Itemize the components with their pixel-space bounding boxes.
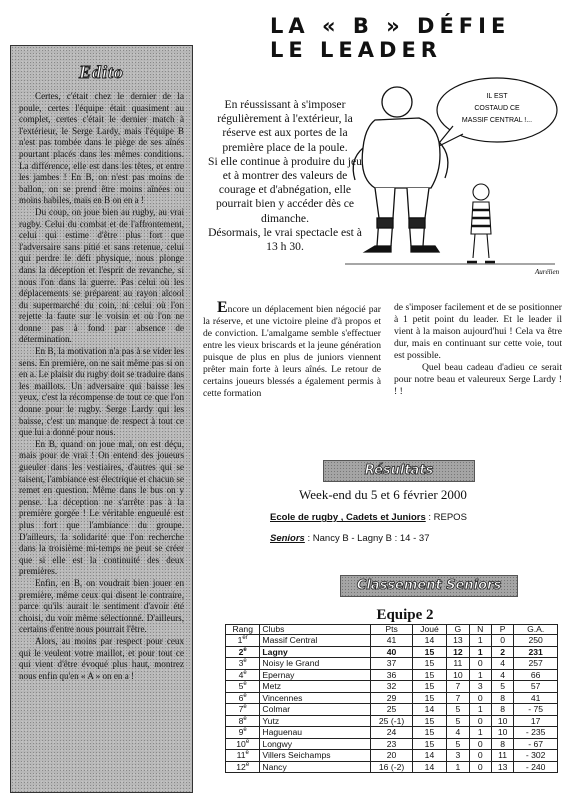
- cell-lost: 8: [491, 738, 513, 750]
- cell-pts: 23: [371, 738, 413, 750]
- cell-played: 14: [412, 761, 446, 773]
- col-header: Pts: [371, 625, 413, 635]
- col-header: N: [469, 625, 491, 635]
- cell-played: 14: [412, 704, 446, 716]
- cell-goal-average: 250: [514, 635, 558, 647]
- big-player-figure: [353, 87, 448, 252]
- cell-rank: 2e: [226, 646, 260, 658]
- cell-lost: 13: [491, 761, 513, 773]
- cell-pts: 37: [371, 658, 413, 670]
- cell-won: 7: [447, 681, 469, 693]
- article-column-2: [394, 302, 562, 398]
- cell-won: 5: [447, 704, 469, 716]
- cell-drawn: 1: [469, 646, 491, 658]
- cell-rank: 11e: [226, 750, 260, 762]
- cell-lost: 4: [491, 669, 513, 681]
- cell-drawn: 1: [469, 669, 491, 681]
- table-row: [226, 750, 558, 762]
- edito-paragraph: Certes, c'était chez le dernier de la poule, certes l'équipe était quasiment au complet, certes c'était le dernier match à l'extérieur, le Serge Lardy, mais l'équipe B n'est pas tombée dans le piège de ses aînés pourtant placés dans les mêmes conditions. La différence, elle est dans les têtes, et entre les jambes ! En B, on n'est pas moins de ballon, on se prend être moins aînées ou moins habiles, mais en B on en a !: [19, 91, 184, 206]
- cell-lost: 0: [491, 635, 513, 647]
- cell-rank: 4e: [226, 669, 260, 681]
- cell-pts: 36: [371, 669, 413, 681]
- cell-goal-average: - 75: [514, 704, 558, 716]
- cell-played: 15: [412, 738, 446, 750]
- cell-club: Yutz: [260, 715, 371, 727]
- cell-rank: 9e: [226, 727, 260, 739]
- seniors-label: Seniors: [270, 533, 305, 544]
- cell-won: 5: [447, 715, 469, 727]
- edito-paragraph: Alors, au moins par respect pour ceux qui le veulent votre maillot, et pour tout ce qui vient d'être évoqué plus haut, montrez nous enfin qu'en « A » on en a !: [19, 635, 184, 681]
- edito-paragraph: Du coup, on joue bien au rugby, au vrai rugby. Celui du combat et de l'affrontement, celui qui estime d'être plus fort que l'adversaire sans pitié et sans retenue, celui qui perdre le défi physique, nous plonge dans la déception et l'esprit de revanche, si nous l'on dans la guerre. Pas celui où les déplacements se préparent au rayon alcool du supermarché du coin, ni celui où l'on rejette la faute sur le voisin et où l'on ne donne pas à fond par absence de détermination.: [19, 206, 184, 345]
- edito-paragraph: En B, quand on joue mal, on est déçu, mais pour de vrai ! On entend des joueurs gueuler dans les vestiaires, d'autres qui se taisent, l'ambiance est électrique et chacun se remet en question. Même dans le bus on y pense. La déception ne s'arrête pas à la première gorgée ! Le véritable engueulé est plus fort que l'ambiance du groupe. D'ailleurs, la solidarité que l'on recherche dans la troisième mi-temps ne peut se créer que si elle est la continuité des deux premières.: [19, 438, 184, 577]
- cell-goal-average: 57: [514, 681, 558, 693]
- standings-table: [225, 624, 558, 773]
- cell-lost: 4: [491, 658, 513, 670]
- table-header-row: [226, 625, 558, 635]
- table-row: [226, 635, 558, 647]
- seniors-result: [270, 533, 429, 544]
- cell-rank: 1er: [226, 635, 260, 647]
- cell-lost: 11: [491, 750, 513, 762]
- col-header: G.A.: [514, 625, 558, 635]
- cell-drawn: 0: [469, 750, 491, 762]
- ecole-label: Ecole de rugby , Cadets et Juniors: [270, 512, 426, 523]
- results-banner: Résultats: [323, 460, 475, 482]
- cell-pts: 40: [371, 646, 413, 658]
- cell-drawn: 1: [469, 704, 491, 716]
- drop-cap: E: [217, 299, 228, 316]
- table-row: [226, 692, 558, 704]
- edito-title: Edito: [78, 62, 124, 82]
- cell-rank: 3e: [226, 658, 260, 670]
- seniors-value: : Nancy B - Lagny B : 14 - 37: [307, 533, 430, 544]
- cell-played: 15: [412, 715, 446, 727]
- cell-won: 7: [447, 692, 469, 704]
- cartoon-signature: Aurélien: [535, 268, 560, 276]
- cell-pts: 20: [371, 750, 413, 762]
- col-header: Rang: [226, 625, 260, 635]
- cell-rank: 5e: [226, 681, 260, 693]
- cell-rank: 12e: [226, 761, 260, 773]
- edito-paragraph: Enfin, en B, on voudrait bien jouer en première, même ceux qui disent le contraire, parce qu'ils aurait le sentiment d'avoir été choisi, du voir même sélectionné. D'ailleurs, certains d'entre nous pourrait l'être.: [19, 577, 184, 635]
- cell-won: 11: [447, 658, 469, 670]
- cell-club: Lagny: [260, 646, 371, 658]
- col-header: P: [491, 625, 513, 635]
- cell-goal-average: - 240: [514, 761, 558, 773]
- cell-drawn: 3: [469, 681, 491, 693]
- cell-drawn: 0: [469, 738, 491, 750]
- edito-paragraph: En B, la motivation n'a pas à se vider les sens. En première, on ne sait même pas si on en a. Le plaisir du rugby doit se traduire dans les maillots. Un adversaire qui baisse les yeux, c'est la récompense de tout ce que l'on donne pour le rugby. Serge Lardy qui les baisse, c'est un manque de respect à tout ce que lui a donné pour nous.: [19, 346, 184, 438]
- cell-lost: 10: [491, 715, 513, 727]
- table-row: [226, 658, 558, 670]
- table-row: [226, 669, 558, 681]
- table-row: [226, 715, 558, 727]
- headline-line-1: LA « B » DÉFIE: [270, 14, 511, 38]
- col-header: Clubs: [260, 625, 371, 635]
- cell-rank: 7e: [226, 704, 260, 716]
- cell-drawn: 0: [469, 761, 491, 773]
- table-row: [226, 681, 558, 693]
- cell-goal-average: - 235: [514, 727, 558, 739]
- cell-pts: 32: [371, 681, 413, 693]
- cell-won: 13: [447, 635, 469, 647]
- cell-goal-average: - 67: [514, 738, 558, 750]
- cell-pts: 41: [371, 635, 413, 647]
- cell-lost: 5: [491, 681, 513, 693]
- ecole-result: [270, 512, 467, 523]
- cell-club: Longwy: [260, 738, 371, 750]
- cell-goal-average: 257: [514, 658, 558, 670]
- cell-played: 15: [412, 669, 446, 681]
- cell-club: Haguenau: [260, 727, 371, 739]
- cell-club: Colmar: [260, 704, 371, 716]
- cell-played: 14: [412, 635, 446, 647]
- page-headline: [270, 14, 560, 62]
- cell-played: 14: [412, 750, 446, 762]
- cell-played: 15: [412, 658, 446, 670]
- bubble-line: IL EST: [486, 93, 508, 100]
- cell-goal-average: 41: [514, 692, 558, 704]
- cell-lost: 10: [491, 727, 513, 739]
- cell-won: 3: [447, 750, 469, 762]
- cell-drawn: 0: [469, 658, 491, 670]
- team-title: Equipe 2: [376, 607, 434, 623]
- article-text: Quel beau cadeau d'adieu ce serait pour notre beau et valeureux Serge Lardy ! ! !: [394, 362, 562, 397]
- cell-club: Vincennes: [260, 692, 371, 704]
- cell-rank: 8e: [226, 715, 260, 727]
- headline-line-2: LE LEADER: [270, 38, 442, 62]
- cell-won: 12: [447, 646, 469, 658]
- cell-pts: 25 (-1): [371, 715, 413, 727]
- bubble-line: COSTAUD CE: [474, 105, 520, 112]
- cell-club: Epernay: [260, 669, 371, 681]
- cell-drawn: 1: [469, 727, 491, 739]
- col-header: Joué: [412, 625, 446, 635]
- cell-drawn: 1: [469, 635, 491, 647]
- bubble-line: MASSIF CENTRAL !...: [461, 117, 533, 124]
- cell-won: 10: [447, 669, 469, 681]
- article-text: de s'imposer facilement et de se positionner à 1 petit point du leader. Et le leader il vient à la maison aujourd'hui ! Cela va être dur, mais en continuant sur cette voie, tout est possible.: [394, 302, 562, 361]
- cell-club: Noisy le Grand: [260, 658, 371, 670]
- table-row: [226, 761, 558, 773]
- table-row: [226, 646, 558, 658]
- ecole-value: : REPOS: [428, 512, 467, 523]
- intro-paragraph: Si elle continue à produire du jeu et à montrer des valeurs de courage et d'abnégation, elle pourrait bien y accéder dès ce dimanche.: [208, 154, 362, 225]
- cell-lost: 8: [491, 692, 513, 704]
- table-row: [226, 738, 558, 750]
- cell-club: Villers Seichamps: [260, 750, 371, 762]
- cell-played: 15: [412, 692, 446, 704]
- cell-rank: 10e: [226, 738, 260, 750]
- small-player-figure: [467, 184, 495, 262]
- cell-club: Nancy: [260, 761, 371, 773]
- cell-won: 4: [447, 727, 469, 739]
- weekend-date: Week-end du 5 et 6 février 2000: [299, 487, 467, 502]
- cell-club: Metz: [260, 681, 371, 693]
- cell-drawn: 0: [469, 692, 491, 704]
- cell-won: 5: [447, 738, 469, 750]
- cell-lost: 8: [491, 704, 513, 716]
- cell-goal-average: 17: [514, 715, 558, 727]
- classement-banner: Classement Seniors: [340, 575, 518, 597]
- cell-goal-average: - 302: [514, 750, 558, 762]
- cell-rank: 6e: [226, 692, 260, 704]
- article-column-1: [203, 299, 381, 400]
- cell-goal-average: 231: [514, 646, 558, 658]
- cell-played: 15: [412, 727, 446, 739]
- table-row: [226, 704, 558, 716]
- intro-paragraph: Désormais, le vrai spectacle est à 13 h 30.: [208, 225, 362, 254]
- col-header: G: [447, 625, 469, 635]
- cell-club: Massif Central: [260, 635, 371, 647]
- cell-pts: 24: [371, 727, 413, 739]
- cell-pts: 25: [371, 704, 413, 716]
- cell-played: 15: [412, 646, 446, 658]
- cell-won: 1: [447, 761, 469, 773]
- article-text: ncore un déplacement bien négocié par la réserve, et une victoire pleine d'à propos et de conviction. L'amalgame semble s'effectuer entre les vieux briscards et la jeune génération puisque de plus en plus de juniors viennent prêter main forte à leurs aînés. Le retour de certains joueurs blessés a également permis à cette formation: [203, 304, 381, 399]
- cell-lost: 2: [491, 646, 513, 658]
- table-row: [226, 727, 558, 739]
- intro-paragraph: En réussissant à s'imposer régulièrement à l'extérieur, la réserve est aux portes de la première place de la poule.: [217, 98, 353, 154]
- cell-played: 15: [412, 681, 446, 693]
- cell-drawn: 0: [469, 715, 491, 727]
- cell-pts: 29: [371, 692, 413, 704]
- cell-goal-average: 66: [514, 669, 558, 681]
- rugby-cartoon-illustration: [335, 68, 565, 278]
- cell-pts: 16 (-2): [371, 761, 413, 773]
- edito-box: [10, 45, 193, 793]
